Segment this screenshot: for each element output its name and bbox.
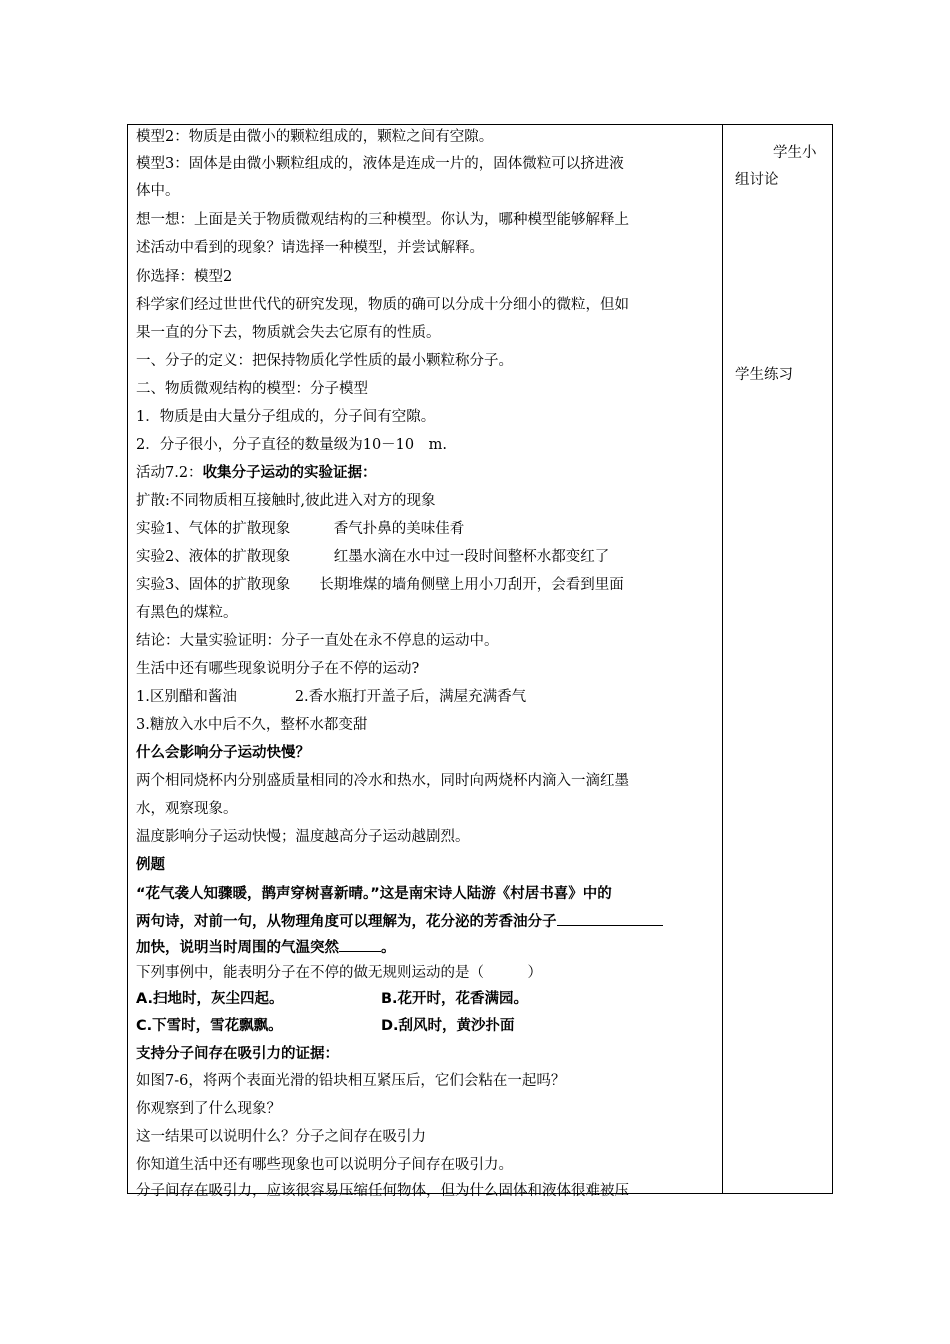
poem-question: “花气袭人知骤暖，鹊声穿树喜新晴。”这是南宋诗人陆游《村居书喜》中的 bbox=[136, 886, 612, 902]
model-2-text: 模型2：物质是由微小的颗粒组成的，颗粒之间有空隙。 bbox=[136, 129, 494, 145]
think-question: 想一想：上面是关于物质微观结构的三种模型。你认为，哪种模型能够解释上 bbox=[136, 212, 629, 228]
student-practice-label: 学生练习 bbox=[735, 367, 793, 383]
poem-question-period: 。 bbox=[381, 940, 396, 956]
lesson-table bbox=[127, 124, 833, 1199]
column-divider bbox=[722, 125, 723, 1193]
scientists-text-cont: 果一直的分下去，物质就会失去它原有的性质。 bbox=[136, 325, 441, 341]
life-question: 生活中还有哪些现象说明分子在不停的运动? bbox=[136, 661, 420, 677]
activity-number: 活动7.2： bbox=[136, 465, 203, 481]
choice-answer: 你选择：模型2 bbox=[136, 269, 233, 285]
group-discussion-label: 学生小 bbox=[773, 145, 817, 161]
diffusion-definition: 扩散:不同物质相互接触时,彼此进入对方的现象 bbox=[136, 493, 436, 509]
experiment-3-cont: 有黑色的煤粒。 bbox=[136, 605, 238, 621]
option-b: B.花开时，花香满园。 bbox=[381, 991, 529, 1007]
life-examples-2: 3.糖放入水中后不久，整杯水都变甜 bbox=[136, 717, 368, 733]
choice-question: 下列事例中，能表明分子在不停的做无规则运动的是（ ） bbox=[136, 965, 542, 981]
activity-title: 收集分子运动的实验证据： bbox=[202, 465, 377, 481]
experiment-3: 实验3、固体的扩散现象 长期堆煤的墙角侧壁上用小刀刮开，会看到里面 bbox=[136, 577, 624, 593]
molecule-model-heading: 二、物质微观结构的模型：分子模型 bbox=[136, 381, 368, 397]
option-d: D.刮风时，黄沙扑面 bbox=[381, 1018, 515, 1034]
temperature-conclusion: 温度影响分子运动快慢；温度越高分子运动越剧烈。 bbox=[136, 829, 470, 845]
scientists-text: 科学家们经过世世代代的研究发现，物质的确可以分成十分细小的微粒，但如 bbox=[136, 297, 629, 313]
option-c: C.下雪时，雪花飘飘。 bbox=[136, 1018, 283, 1034]
poem-question-end bbox=[136, 937, 396, 958]
answer-blank-2[interactable] bbox=[339, 937, 381, 952]
model-point-1: 1．物质是由大量分子组成的，分子间有空隙。 bbox=[136, 409, 436, 425]
life-attraction-question: 你知道生活中还有哪些现象也可以说明分子间存在吸引力。 bbox=[136, 1157, 513, 1173]
lead-block-question: 如图7-6，将两个表面光滑的铅块相互紧压后，它们会粘在一起吗？ bbox=[136, 1073, 566, 1089]
poem-question-cont bbox=[136, 911, 663, 932]
molecule-definition: 一、分子的定义：把保持物质化学性质的最小颗粒称分子。 bbox=[136, 353, 513, 369]
beaker-experiment-cont: 水，观察现象。 bbox=[136, 801, 238, 817]
answer-blank-1[interactable] bbox=[557, 911, 663, 926]
experiment-1: 实验1、气体的扩散现象 香气扑鼻的美味佳肴 bbox=[136, 521, 465, 537]
poem-question-text: 两句诗，对前一句，从物理角度可以理解为，花分泌的芳香油分子 bbox=[136, 914, 557, 930]
activity-heading bbox=[136, 463, 377, 483]
compression-question: 分子间存在吸引力，应该很容易压缩任何物体，但为什么固体和液体很难被压 bbox=[136, 1183, 629, 1199]
observe-question: 你观察到了什么现象？ bbox=[136, 1101, 281, 1117]
beaker-experiment: 两个相同烧杯内分别盛质量相同的冷水和热水，同时向两烧杯内滴入一滴红墨 bbox=[136, 773, 629, 789]
model-3-text: 模型3：固体是由微小颗粒组成的，液体是连成一片的，固体微粒可以挤进液 bbox=[136, 156, 624, 172]
model-3-text-cont: 体中。 bbox=[136, 183, 180, 199]
experiment-2: 实验2、液体的扩散现象 红墨水滴在水中过一段时间整杯水都变红了 bbox=[136, 549, 610, 565]
conclusion: 结论：大量实验证明：分子一直处在永不停息的运动中。 bbox=[136, 633, 499, 649]
speed-question-heading: 什么会影响分子运动快慢？ bbox=[136, 745, 310, 761]
option-a: A.扫地时，灰尘四起。 bbox=[136, 991, 284, 1007]
think-question-cont: 述活动中看到的现象？请选择一种模型，并尝试解释。 bbox=[136, 240, 484, 256]
explain-question: 这一结果可以说明什么？分子之间存在吸引力 bbox=[136, 1129, 426, 1145]
group-discussion-label-cont: 组讨论 bbox=[735, 172, 779, 188]
life-examples-1: 1.区别醋和酱油 2.香水瓶打开盖子后，满屋充满香气 bbox=[136, 689, 527, 705]
model-point-2: 2．分子很小，分子直径的数量级为10－10 m. bbox=[136, 437, 447, 453]
poem-question-end-text: 加快，说明当时周围的气温突然 bbox=[136, 940, 339, 956]
example-heading: 例题 bbox=[136, 857, 165, 873]
attraction-heading: 支持分子间存在吸引力的证据： bbox=[136, 1046, 339, 1062]
